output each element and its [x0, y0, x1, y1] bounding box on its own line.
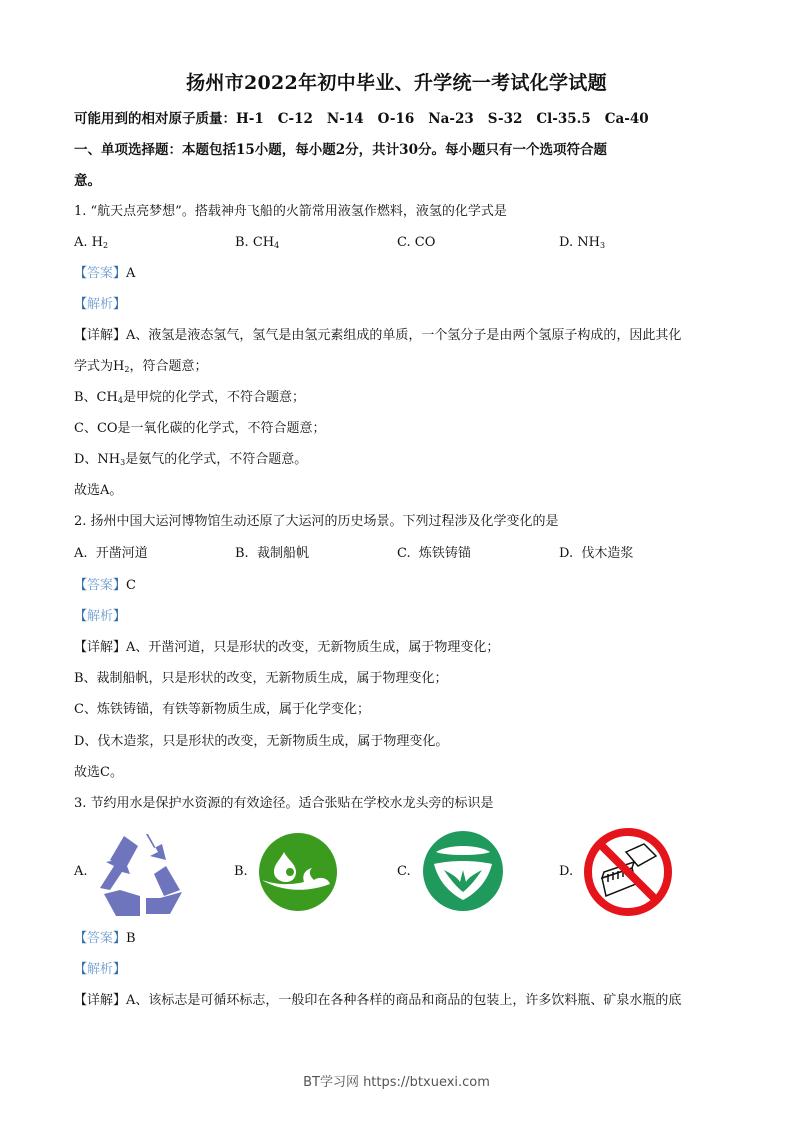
- q3-option-c-label: C.: [397, 864, 411, 879]
- q1-detail-line-4: C、CO是一氧化碳的化学式，不符合题意；: [74, 421, 326, 436]
- q1-analysis-tag: 【解析】: [74, 297, 127, 312]
- q2-detail-line-3: C、炼铁铸锚，有铁等新物质生成，属于化学变化；: [74, 702, 370, 717]
- mass-s: S-32: [487, 111, 523, 127]
- mass-ca: Ca-40: [604, 111, 649, 127]
- q1-option-d: D. $NH_3$: [559, 235, 606, 250]
- q1-detail-line-5: D、$NH_3$是氨气的化学式，不符合题意。: [74, 452, 308, 467]
- answer-value: A: [126, 266, 136, 281]
- q3-option-d-label: D.: [559, 864, 574, 879]
- q1-conclusion: 故选A。: [74, 483, 123, 498]
- section-header-cont: 意。: [74, 173, 101, 189]
- q2-answer: 【答案】C: [74, 578, 136, 593]
- page-title: 扬州市2022年初中毕业、升学统一考试化学试题: [186, 72, 607, 94]
- atomic-masses: [74, 110, 649, 128]
- question-3-stem: 3. 节约用水是保护水资源的有效途径。适合张贴在学校水龙头旁的标识是: [74, 796, 494, 811]
- q3-answer: 【答案】B: [74, 931, 136, 946]
- green-food-icon: [422, 830, 504, 912]
- q2-option-d: D. 伐木造浆: [559, 546, 634, 561]
- q2-conclusion: 故选C。: [74, 765, 123, 780]
- q3-detail-line-1: 【详解】A、该标志是可循环标志，一般印在各种各样的商品和商品的包装上，许多饮料瓶、矿泉水瓶的底: [74, 993, 682, 1008]
- question-2-stem: 2. 扬州中国大运河博物馆生动还原了大运河的历史场景。下列过程涉及化学变化的是: [74, 514, 559, 529]
- water-saving-icon: [258, 832, 338, 912]
- answer-value: B: [126, 931, 136, 946]
- q2-detail-line-1: 【详解】A、开凿河道，只是形状的改变，无新物质生成，属于物理变化；: [74, 640, 500, 655]
- question-1-stem: 1. “航天点亮梦想”。搭载神舟飞船的火箭常用液氢作燃料，液氢的化学式是: [74, 204, 507, 219]
- no-matches-icon: [582, 826, 674, 918]
- answer-tag: 答案: [87, 578, 114, 593]
- site-footer: BT学习网 https://btxuexi.com: [303, 1075, 490, 1090]
- q3-option-b-label: B.: [234, 864, 248, 879]
- q2-detail-line-2: B、裁制船帆，只是形状的改变，无新物质生成，属于物理变化；: [74, 671, 448, 686]
- q1-option-b: B. $CH_4$: [235, 235, 280, 250]
- answer-tag: 答案: [87, 266, 114, 281]
- answer-tag: 答案: [87, 931, 114, 946]
- recycle-icon: [96, 830, 192, 918]
- mass-na: Na-23: [428, 111, 474, 127]
- q1-detail-line-1: 【详解】A、液氢是液态氢气，氢气是由氢元素组成的单质，一个氢分子是由两个氢原子构成的，因此其化: [74, 328, 682, 343]
- mass-o: O-16: [377, 111, 415, 127]
- q2-option-a: A. 开凿河道: [74, 546, 148, 561]
- q1-option-a: A. $H_2$: [74, 235, 109, 250]
- mass-n: N-14: [326, 111, 364, 127]
- section-header: 一、单项选择题：本题包括15小题，每小题2分，共计30分。每小题只有一个选项符合题: [74, 142, 607, 158]
- answer-value: C: [126, 578, 136, 593]
- mass-c: C-12: [277, 111, 313, 127]
- atomic-masses-label: 可能用到的相对原子质量：: [74, 111, 236, 127]
- q1-detail-line-3: B、$CH_4$是甲烷的化学式，不符合题意；: [74, 390, 305, 405]
- q3-analysis-tag: 【解析】: [74, 962, 127, 977]
- q2-option-c: C. 炼铁铸锚: [397, 546, 471, 561]
- q1-answer: 【答案】A: [74, 266, 136, 281]
- mass-h: H-1: [236, 111, 264, 127]
- q2-option-b: B. 裁制船帆: [235, 546, 309, 561]
- q3-option-a-label: A.: [74, 864, 88, 879]
- q2-detail-line-4: D、伐木造浆，只是形状的改变，无新物质生成，属于物理变化。: [74, 734, 449, 749]
- q1-option-c: C. CO: [397, 235, 436, 250]
- mass-cl: Cl-35.5: [536, 111, 591, 127]
- q1-detail-line-2: 学式为$H_2$，符合题意；: [74, 359, 208, 374]
- q2-analysis-tag: 【解析】: [74, 609, 127, 624]
